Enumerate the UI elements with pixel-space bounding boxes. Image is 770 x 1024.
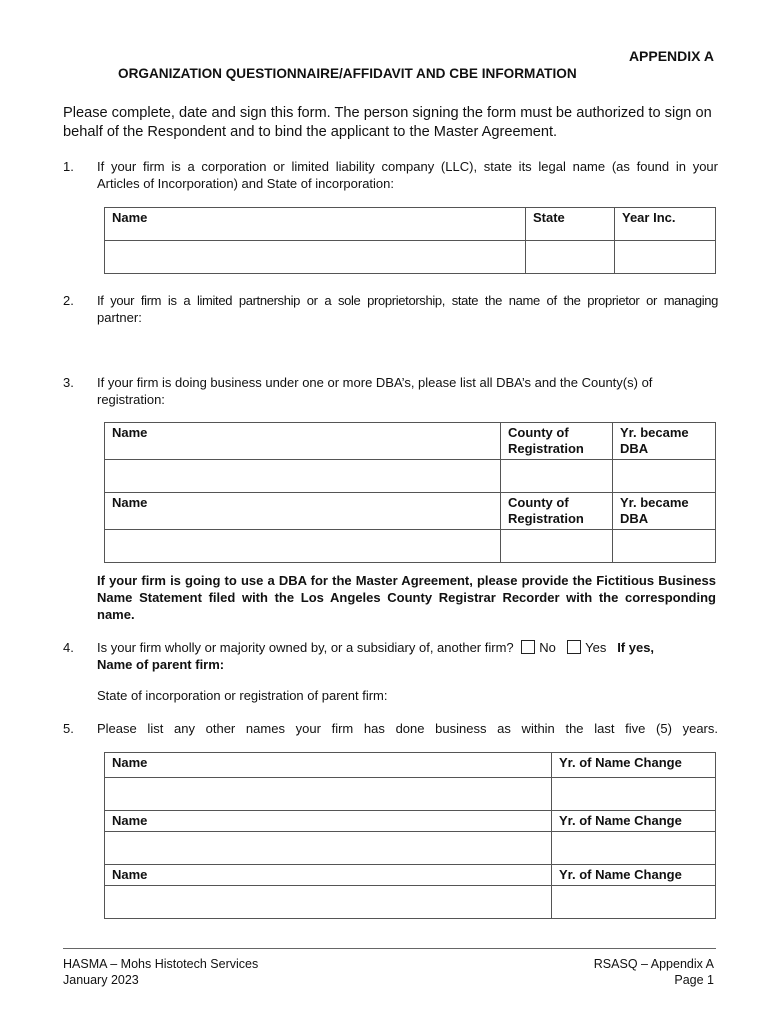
year-name-change-field[interactable] — [552, 886, 716, 919]
yes-checkbox[interactable] — [567, 640, 581, 654]
header-county — [501, 423, 613, 460]
question-text-line: Articles of Incorporation) and State of incorporation: — [97, 176, 394, 191]
parent-firm-name-label: Name of parent firm: — [97, 657, 225, 672]
header-year-dba — [613, 423, 716, 460]
header-year-dba-line: Yr. became — [620, 425, 689, 440]
question-text-line: Please list any other names your firm has done business as within the last five (5) years. — [97, 721, 718, 736]
no-checkbox[interactable] — [521, 640, 535, 654]
year-dba-field[interactable] — [613, 530, 716, 563]
year-name-change-field[interactable] — [552, 832, 716, 865]
question-text-line: If your firm is a corporation or limited liability company (LLC), state its legal name (as found in your — [97, 159, 718, 174]
parent-state-label: State of incorporation or registration of parent firm: — [97, 688, 388, 703]
header-county-line: Registration — [508, 511, 584, 526]
question-text-line: partner: — [97, 310, 142, 325]
header-county — [501, 493, 613, 530]
question-text-line: If your firm is a limited partnership or a sole proprietorship, state the name of the proprietor or managing — [97, 293, 718, 308]
question-text-line: registration: — [97, 392, 165, 407]
former-name-field[interactable] — [105, 778, 552, 811]
header-state: State — [526, 208, 615, 241]
dba-table — [104, 422, 716, 563]
question-4 — [63, 639, 718, 673]
header-name: Name — [105, 423, 501, 460]
header-year-name-change: Yr. of Name Change — [552, 753, 716, 778]
county-field[interactable] — [501, 530, 613, 563]
header-county-line: County of — [508, 495, 569, 510]
header-county-line: Registration — [508, 441, 584, 456]
yes-label: Yes — [585, 640, 607, 655]
former-names-table — [104, 752, 716, 919]
question-number: 3. — [63, 375, 74, 390]
corporation-table — [104, 207, 716, 274]
header-name: Name — [105, 753, 552, 778]
intro-paragraph: Please complete, date and sign this form. The person signing the form must be authorized to sign on behalf of the Respondent and to bind the applicant to the Master Agreement. — [63, 105, 712, 140]
header-year-dba — [613, 493, 716, 530]
header-name: Name — [105, 811, 552, 832]
header-name: Name — [105, 865, 552, 886]
question-text-line: If your firm is doing business under one or more DBA’s, please list all DBA’s and the County(s) of — [97, 375, 653, 390]
footer-date: January 2023 — [63, 973, 139, 987]
ownership-question: Is your firm wholly or majority owned by, or a subsidiary of, another firm? — [97, 640, 514, 655]
county-field[interactable] — [501, 460, 613, 493]
header-name: Name — [105, 493, 501, 530]
question-number: 2. — [63, 293, 74, 308]
question-3 — [63, 374, 718, 408]
form-title: ORGANIZATION QUESTIONNAIRE/AFFIDAVIT AND CBE INFORMATION — [118, 66, 577, 81]
header-year-dba-line: DBA — [620, 441, 649, 456]
header-name: Name — [105, 208, 526, 241]
appendix-label: APPENDIX A — [628, 48, 714, 64]
year-dba-field[interactable] — [613, 460, 716, 493]
name-field[interactable] — [105, 241, 526, 274]
header-year-inc: Year Inc. — [615, 208, 716, 241]
question-2 — [63, 292, 718, 326]
footer-doc-id: RSASQ – Appendix A — [593, 957, 714, 971]
dba-name-field[interactable] — [105, 530, 501, 563]
question-number: 1. — [63, 159, 74, 174]
header-year-dba-line: DBA — [620, 511, 649, 526]
footer-divider — [63, 948, 716, 949]
question-number: 4. — [63, 640, 74, 655]
footer-org: HASMA – Mohs Histotech Services — [63, 957, 259, 971]
footer-right — [594, 956, 714, 988]
year-name-change-field[interactable] — [552, 778, 716, 811]
header-county-line: County of — [508, 425, 569, 440]
question-5 — [63, 720, 718, 737]
footer-left — [63, 956, 258, 988]
header-year-dba-line: Yr. became — [620, 495, 689, 510]
footer-page-number: Page 1 — [674, 973, 714, 987]
dba-note: If your firm is going to use a DBA for the Master Agreement, please provide the Fictitious Business Name Statement filed with the Los Angeles County Registrar Recorder with the corresponding name. — [97, 573, 716, 622]
no-label: No — [539, 640, 556, 655]
former-name-field[interactable] — [105, 832, 552, 865]
question-number: 5. — [63, 721, 74, 736]
header-year-name-change: Yr. of Name Change — [552, 865, 716, 886]
dba-name-field[interactable] — [105, 460, 501, 493]
question-1 — [63, 158, 718, 192]
header-year-name-change: Yr. of Name Change — [552, 811, 716, 832]
year-inc-field[interactable] — [615, 241, 716, 274]
if-yes-label: If yes, — [617, 640, 655, 655]
former-name-field[interactable] — [105, 886, 552, 919]
state-field[interactable] — [526, 241, 615, 274]
